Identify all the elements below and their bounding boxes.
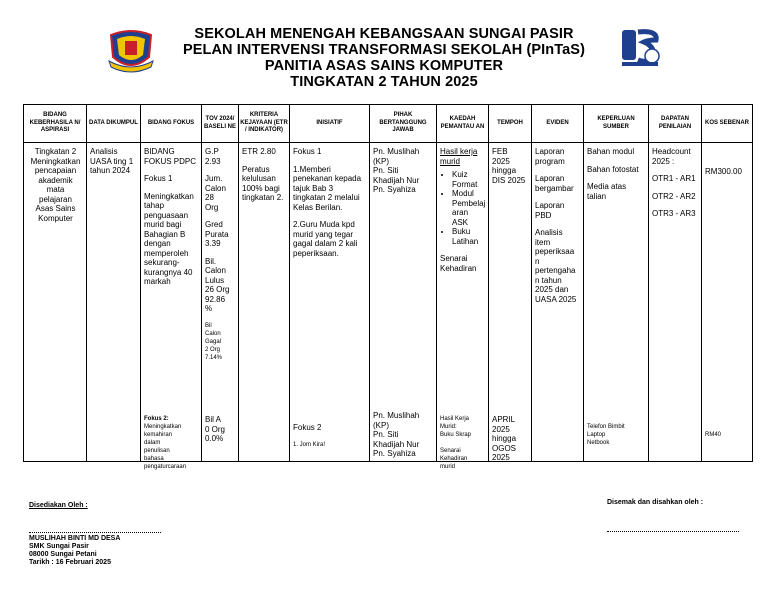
list-item: • Modul Pembelaj aran ASK: [452, 189, 486, 227]
keperluan-item: Bahan fotostat: [587, 164, 639, 174]
bidang-text: Tingkatan 2 Meningkatkan pencapaian akademik mata pelajaran Asas Sains Komputer: [30, 147, 81, 223]
inisiatif-fokus-2-item: 1. Jom Kira!: [293, 441, 326, 448]
fokus-1-text: Meningkatkan tahap penguasaan murid bagi Bahagian B dengan memperoleh sekurang- kurangnya 40 markah: [144, 191, 194, 286]
list-item: • Kuiz Format: [452, 170, 486, 189]
pihak-bottom: Pn. Muslihah (KP) Pn. Siti Khadijah Nur Pn. Syahiza: [373, 411, 420, 458]
column-header: BIDANG FOKUS: [141, 105, 202, 143]
tempoh-top: FEB 2025 hingga DIS 2025: [492, 147, 526, 185]
cell-fokus: [141, 143, 202, 470]
column-header: PIHAK BERTANGGUNG JAWAB: [370, 105, 437, 143]
tov-average-grade: Gred Purata 3.39: [205, 220, 229, 248]
eviden-item: Laporan PBD: [535, 201, 565, 220]
dapatan-otr1: OTR1 - AR1: [652, 174, 696, 183]
approved-by-label: Disemak dan disahkan oleh :: [607, 499, 704, 506]
fokus-heading: BIDANG FOKUS PDPC: [144, 147, 197, 166]
table-row: [24, 143, 753, 462]
data-text: Analisis UASA ting 1 tahun 2024: [90, 147, 134, 175]
inisiatif-item-2: 2.Guru Muda kpd murid yang tegar gagal dalam 2 kali peperiksaan.: [293, 220, 358, 258]
cell-tempoh: [489, 143, 532, 462]
eviden-item: Laporan program: [535, 147, 565, 166]
column-header: DAPATAN PENILAIAN: [649, 105, 702, 143]
prepared-by-label: Disediakan Oleh :: [29, 502, 88, 509]
school-name: SEKOLAH MENENGAH KEBANGSAAN SUNGAI PASIR: [194, 26, 574, 42]
cell-pihak: [370, 143, 437, 462]
list-item: • Buku Latihan: [452, 227, 486, 246]
tov-grade-a: Bil A 0 Org 0.0%: [205, 415, 226, 443]
dapatan-headcount: Headcount 2025 :: [652, 147, 691, 166]
column-header: BIDANG KEBERHASILA N/ ASPIRASI: [24, 105, 87, 143]
column-header: KOS SEBENAR: [702, 105, 753, 143]
tov-gp: G.P 2.93: [205, 147, 221, 166]
cell-eviden: [532, 143, 584, 462]
cell-dapatan: [649, 143, 702, 462]
school-crest-logo: [107, 27, 155, 73]
column-header: TOV 2024/ BASELI NE: [202, 105, 239, 143]
inisiatif-fokus-1: Fokus 1: [293, 147, 322, 156]
intervention-plan-table: [23, 104, 753, 470]
fokus-1-label: Fokus 1: [144, 174, 173, 183]
kaedah-list: [452, 170, 486, 246]
cell-keperluan: [584, 143, 649, 462]
dapatan-otr2: OTR2 - AR2: [652, 191, 696, 201]
approved-by-block: [607, 499, 739, 532]
dapatan-otr3: OTR3 - AR3: [652, 209, 696, 218]
plan-title: PELAN INTERVENSI TRANSFORMASI SEKOLAH (PInTaS): [182, 42, 586, 58]
etr-value: ETR 2.80: [242, 147, 276, 156]
keperluan-item: Media atas talian: [587, 182, 627, 201]
cell-bidang: [24, 143, 87, 462]
tov-pass: Bil. Calon Lulus 26 Org 92.86 %: [205, 256, 230, 313]
committee-name: PANITIA ASAS SAINS KOMPUTER: [264, 58, 504, 74]
kaedah-attendance: Senarai Kehadiran: [440, 254, 477, 273]
signature-line: [607, 526, 739, 532]
inisiatif-fokus-2: Fokus 2: [293, 423, 322, 432]
eviden-item: Laporan bergambar: [535, 174, 574, 193]
fokus-2-text: Meningkatkan kemahiran dalam penulisan bahasa pengaturcaraan: [144, 424, 187, 470]
column-header: EVIDEN: [532, 105, 584, 143]
eviden-item: Analisis item peperiksaa n pertengaha n tahun 2025 dan UASA 2025: [535, 228, 577, 304]
kaedah-bottom-attendance: Senarai Kehadiran murid: [440, 448, 468, 470]
column-header: DATA DIKUMPUL: [87, 105, 141, 143]
kos-bottom: RM40: [705, 432, 722, 438]
cell-data: [87, 143, 141, 462]
table-header-row: [24, 105, 753, 143]
inisiatif-item-1: 1.Memberi penekanan kepada tajuk Bab 3 tingkatan 2 melalui Kelas Berilan.: [293, 164, 362, 212]
column-header: KRITERIA KEJAYAAN (ETR / INDIKATOR): [239, 105, 290, 143]
prepared-by-block: [29, 502, 161, 567]
column-header: TEMPOH: [489, 105, 532, 143]
ministry-logo: [618, 26, 662, 68]
column-header: INISIATIF: [290, 105, 370, 143]
column-header: KEPERLUAN SUMBER: [584, 105, 649, 143]
preparer-school: SMK Sungai Pasir: [29, 543, 89, 550]
cell-kos: [702, 143, 753, 462]
fokus-2-label: Fokus 2:: [144, 416, 169, 422]
kriteria-text: Peratus kelulusan 100% bagi tingkatan 2.: [242, 164, 284, 202]
tempoh-bottom: APRIL 2025 hingga OGOS 2025: [492, 415, 517, 462]
tov-candidates: Jum. Calon 28 Org: [205, 174, 226, 212]
cell-inisiatif: [290, 143, 370, 462]
cell-kaedah: [437, 143, 489, 470]
tov-fail: Bil Calon Gagal 2 Org 7.14%: [205, 322, 223, 361]
pihak-top: Pn. Muslihah (KP) Pn. Siti Khadijah Nur Pn. Syahiza: [373, 147, 420, 194]
keperluan-item: Bahan modul: [587, 147, 635, 156]
signature-line: [29, 527, 161, 533]
keperluan-bottom: Telefon Bimbit Laptop Netbook: [587, 424, 625, 446]
kaedah-title: Hasil kerja murid: [440, 147, 478, 166]
prepared-date: Tarikh : 16 Februari 2025: [29, 559, 111, 566]
cell-tov: [202, 143, 239, 462]
preparer-address: 08000 Sungai Petani: [29, 551, 97, 558]
preparer-name: MUSLIHAH BINTI MD DESA: [29, 535, 121, 542]
cell-kriteria: [239, 143, 290, 462]
kaedah-bottom-work: Hasil Kerja Murid: Buku Skrap: [440, 416, 472, 438]
column-header: KAEDAH PEMANTAU AN: [437, 105, 489, 143]
kos-top: RM300.00: [705, 167, 742, 176]
form-year: TINGKATAN 2 TAHUN 2025: [290, 74, 478, 90]
